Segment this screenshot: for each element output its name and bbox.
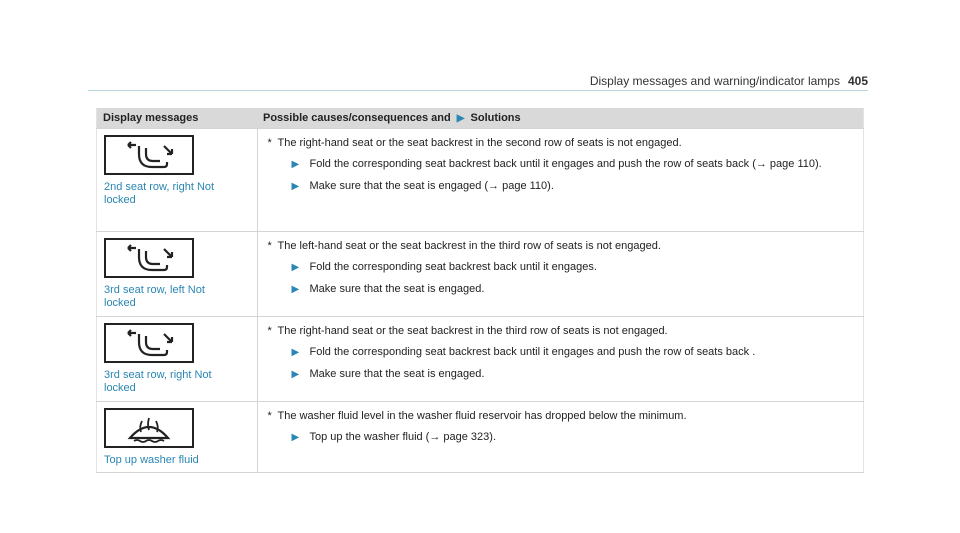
- cause-cell: [257, 129, 864, 232]
- solution-item: ▶ Fold the corresponding seat backrest back until it engages and push the row of seats back .: [291, 346, 756, 358]
- cause-text: * The washer fluid level in the washer fluid reservoir has dropped below the minimum.: [267, 410, 687, 422]
- table-header-row: [97, 108, 864, 129]
- message-label: 3rd seat row, left Not locked: [104, 284, 205, 309]
- seat-backrest-icon: [104, 135, 194, 175]
- play-arrow-icon: ▶: [291, 284, 300, 295]
- seat-backrest-icon: [104, 323, 194, 363]
- page-header-title: Display messages and warning/indicator lamps: [589, 74, 840, 88]
- table-row: [97, 402, 864, 473]
- seat-backrest-icon: [104, 238, 194, 278]
- play-arrow-icon: ▶: [291, 347, 300, 358]
- play-arrow-icon: ▶: [291, 159, 300, 170]
- page-number: 405: [847, 74, 868, 88]
- solution-item: ▶ Fold the corresponding seat backrest back until it engages.: [291, 261, 597, 273]
- cause-text: * The right-hand seat or the seat backrest in the third row of seats is not engaged.: [267, 325, 668, 337]
- solutions-arrow-icon: ▶: [456, 113, 465, 124]
- message-cell: [97, 129, 258, 232]
- message-cell: [97, 317, 258, 402]
- col-header-causes-text: Possible causes/consequences and: [263, 112, 451, 124]
- solution-item: ▶ Make sure that the seat is engaged (→ page 110).: [291, 180, 554, 192]
- message-cell: [97, 232, 258, 317]
- washer-fluid-icon: [104, 408, 194, 448]
- col-header-solutions-text: Solutions: [470, 112, 521, 124]
- play-arrow-icon: ▶: [291, 262, 300, 273]
- cause-cell: [257, 232, 864, 317]
- table-row: [97, 317, 864, 402]
- cause-text: * The right-hand seat or the seat backrest in the second row of seats is not engaged.: [267, 137, 682, 149]
- message-label: 2nd seat row, right Not locked: [104, 181, 215, 206]
- cause-text: * The left-hand seat or the seat backrest in the third row of seats is not engaged.: [267, 240, 661, 252]
- play-arrow-icon: ▶: [291, 432, 300, 443]
- page-header: [590, 74, 868, 88]
- table-row: [97, 129, 864, 232]
- col-header-display-messages: Display messages: [97, 108, 258, 129]
- play-arrow-icon: ▶: [291, 369, 300, 380]
- message-label: 3rd seat row, right Not locked: [104, 369, 212, 394]
- solution-item: ▶ Make sure that the seat is engaged.: [291, 283, 485, 295]
- play-arrow-icon: ▶: [291, 181, 300, 192]
- solution-item: ▶ Top up the washer fluid (→ page 323).: [291, 431, 497, 443]
- cause-cell: [257, 317, 864, 402]
- col-header-causes: [257, 108, 864, 129]
- message-label: Top up washer fluid: [104, 454, 199, 466]
- message-cell: [97, 402, 258, 473]
- cause-cell: [257, 402, 864, 473]
- table-row: [97, 232, 864, 317]
- solution-item: ▶ Make sure that the seat is engaged.: [291, 368, 485, 380]
- solution-item: ▶ Fold the corresponding seat backrest back until it engages and push the row of seats back (→ page 110).: [291, 158, 822, 170]
- header-rule: [88, 90, 868, 91]
- display-messages-table: [96, 108, 864, 473]
